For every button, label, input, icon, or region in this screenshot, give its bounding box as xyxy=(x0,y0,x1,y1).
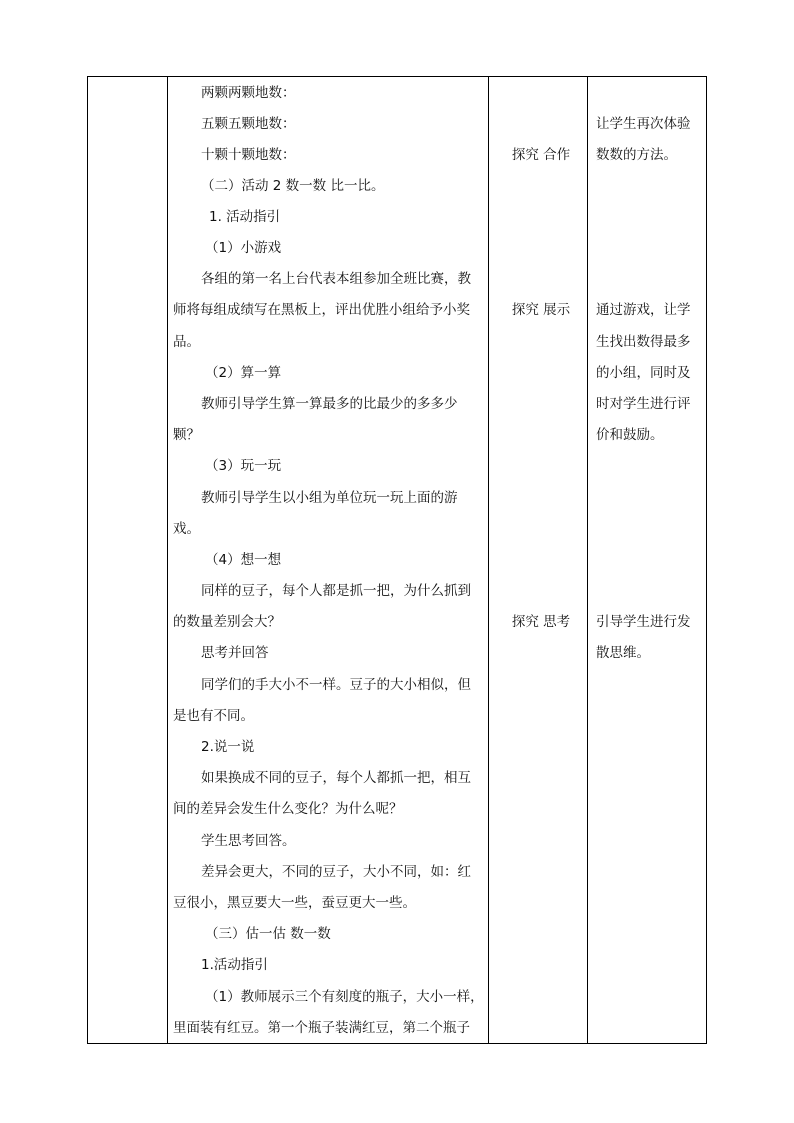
column-divider-1 xyxy=(167,76,168,1044)
intention-line: 价和鼓励。 xyxy=(596,427,664,443)
content-line: （2）算一算 xyxy=(205,365,282,381)
content-line: （二）活动 2 数一数 比一比。 xyxy=(201,178,385,194)
table-top-border xyxy=(87,76,707,77)
intention-line: 时对学生进行评 xyxy=(596,396,691,412)
content-line: 学生思考回答。 xyxy=(201,833,296,849)
content-line: （3）玩一玩 xyxy=(205,458,282,474)
intention-line: 通过游戏，让学 xyxy=(596,302,691,318)
activity-label: 探究 展示 xyxy=(511,302,571,318)
table-bottom-border xyxy=(87,1043,707,1044)
content-line: 1. 活动指引 xyxy=(209,209,281,225)
content-line: （1）小游戏 xyxy=(205,240,282,256)
content-line: （三）估一估 数一数 xyxy=(205,926,331,942)
content-line: 同样的豆子，每个人都是抓一把，为什么抓到 xyxy=(201,583,471,599)
intention-line: 散思维。 xyxy=(596,645,650,661)
content-line: 豆很小，黑豆要大一些，蚕豆更大一些。 xyxy=(173,895,416,911)
content-line: （4）想一想 xyxy=(205,552,282,568)
content-line: 思考并回答 xyxy=(201,645,269,661)
content-line: 师将每组成绩写在黑板上，评出优胜小组给予小奖 xyxy=(173,302,470,318)
content-line: 十颗十颗地数： xyxy=(201,147,296,163)
content-line: 五颗五颗地数： xyxy=(201,116,296,132)
content-line: 颗？ xyxy=(173,427,200,443)
activity-label: 探究 合作 xyxy=(511,147,571,163)
content-line: 如果换成不同的豆子，每个人都抓一把，相互 xyxy=(201,770,471,786)
intention-line: 让学生再次体验 xyxy=(596,116,691,132)
content-line: 各组的第一名上台代表本组参加全班比赛，教 xyxy=(201,271,471,287)
content-line: 2.说一说 xyxy=(201,739,255,755)
content-line: 间的差异会发生什么变化？为什么呢？ xyxy=(173,801,403,817)
column-divider-3 xyxy=(587,76,588,1044)
intention-line: 数数的方法。 xyxy=(596,147,677,163)
content-line: （1）教师展示三个有刻度的瓶子，大小一样， xyxy=(205,989,484,1005)
content-line: 里面装有红豆。第一个瓶子装满红豆，第二个瓶子 xyxy=(173,1020,470,1036)
intention-line: 生找出数得最多 xyxy=(596,334,691,350)
intention-line: 引导学生进行发 xyxy=(596,614,691,630)
content-line: 教师引导学生以小组为单位玩一玩上面的游 xyxy=(201,490,458,506)
content-line: 的数量差别会大？ xyxy=(173,614,281,630)
table-left-border xyxy=(87,76,88,1044)
content-line: 品。 xyxy=(173,334,200,350)
content-line: 是也有不同。 xyxy=(173,708,254,724)
activity-label: 探究 思考 xyxy=(511,614,571,630)
content-line: 戏。 xyxy=(173,521,200,537)
content-line: 1.活动指引 xyxy=(201,957,268,973)
table-right-border xyxy=(706,76,707,1044)
content-line: 两颗两颗地数： xyxy=(201,85,296,101)
content-line: 教师引导学生算一算最多的比最少的多多少 xyxy=(201,396,458,412)
column-divider-2 xyxy=(488,76,489,1044)
content-line: 差异会更大，不同的豆子，大小不同，如：红 xyxy=(201,864,471,880)
intention-line: 的小组，同时及 xyxy=(596,365,691,381)
content-line: 同学们的手大小不一样。豆子的大小相似，但 xyxy=(201,677,471,693)
